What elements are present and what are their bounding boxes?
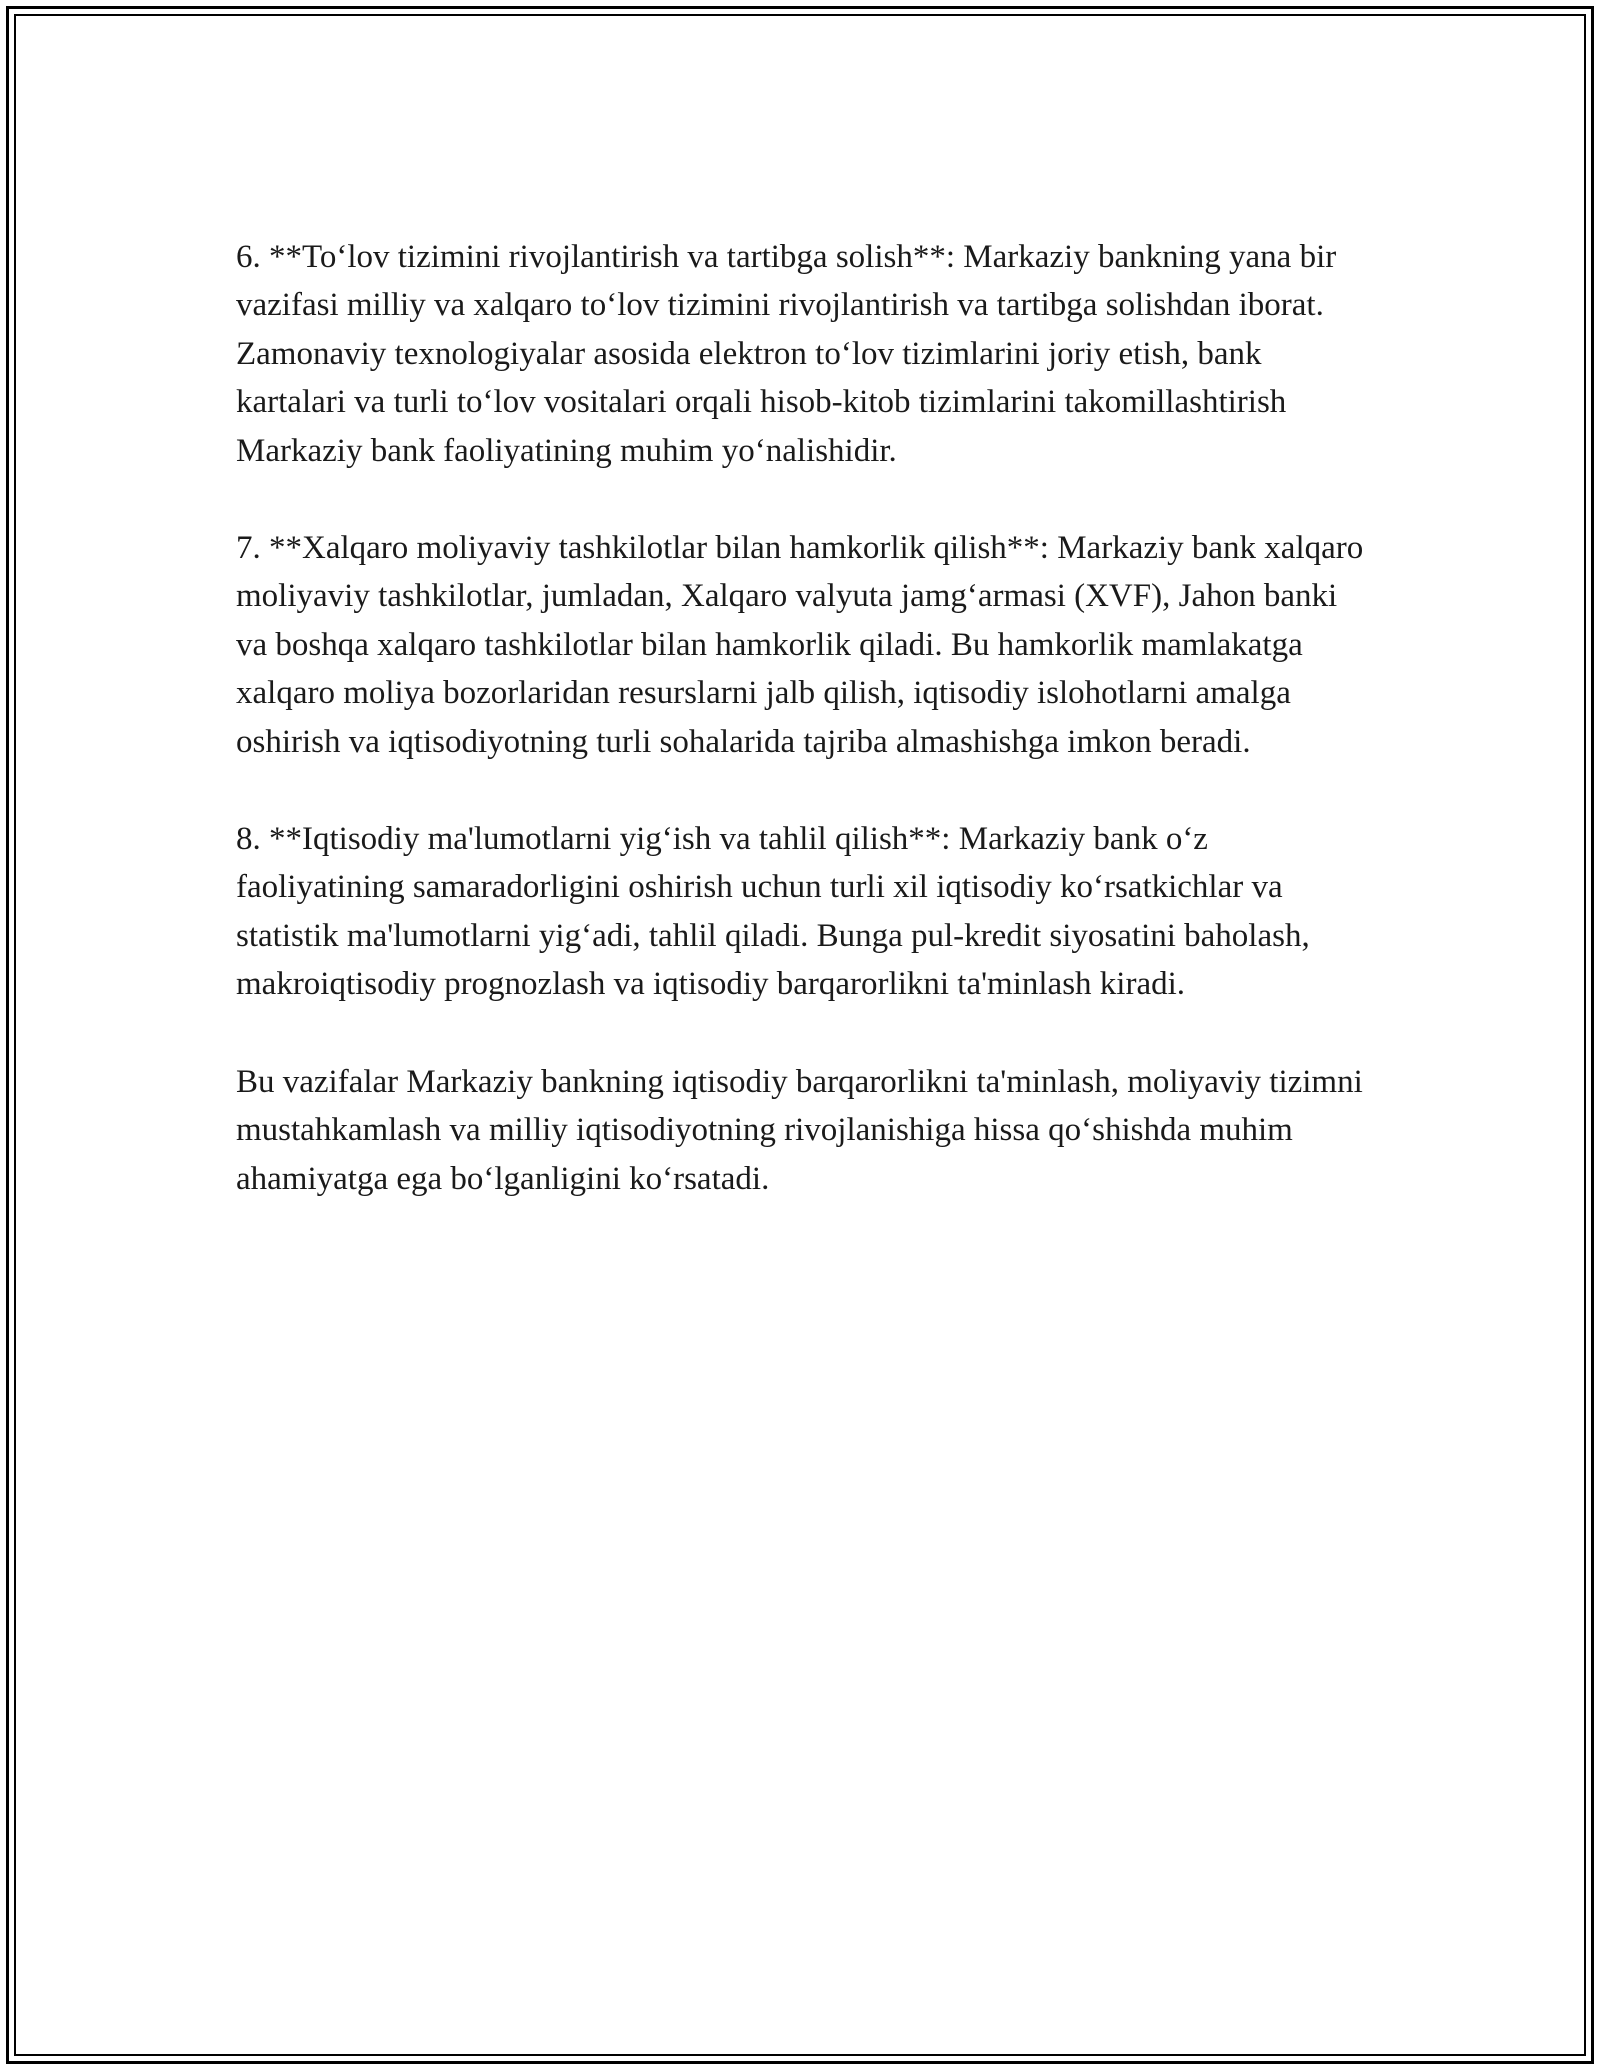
paragraph-conclusion: Bu vazifalar Markaziy bankning iqtisodiy barqarorlikni ta'minlash, moliyaviy tizimni mustahkamlash va milliy iqtisodiyotning rivojlanishiga hissa qo‘shishda muhim ahamiyatga ega bo‘lganligini ko‘rsatadi. [236,1063,1363,1197]
paragraph-international-cooperation: 7. **Xalqaro moliyaviy tashkilotlar bilan hamkorlik qilish**: Markaziy bank xalqaro moliyaviy tashkilotlar, jumladan, Xalqaro valyuta jamg‘armasi (XVF), Jahon banki va boshqa xalqaro tashkilotlar bilan hamkorlik qiladi. Bu hamkorlik mamlakatga xalqaro moliya bozorlaridan resurslarni jalb qilish, iqtisodiy islohotlarni amalga oshirish va iqtisodiyotning turli sohalarida tajriba almashishga imkon beradi. [236,530,1364,760]
document-body [236,233,1366,1252]
paragraph-economic-data: 8. **Iqtisodiy ma'lumotlarni yig‘ish va tahlil qilish**: Markaziy bank o‘z faoliyatining samaradorligini oshirish uchun turli xil iqtisodiy ko‘rsatkichlar va statistik ma'lumotlarni yig‘adi, tahlil qiladi. Bunga pul-kredit siyosatini baholash, makroiqtisodiy prognozlash va iqtisodiy barqarorlikni ta'minlash kiradi. [236,821,1310,1003]
paragraph-payment-system: 6. **To‘lov tizimini rivojlantirish va tartibga solish**: Markaziy bankning yana bir vazifasi milliy va xalqaro to‘lov tizimini rivojlantirish va tartibga solishdan iborat. Zamonaviy texnologiyalar asosida elektron to‘lov tizimlarini joriy etish, bank kartalari va turli to‘lov vositalari orqali hisob-kitob tizimlarini takomillashtirish Markaziy bank faoliyatining muhim yo‘nalishidir. [236,239,1337,469]
